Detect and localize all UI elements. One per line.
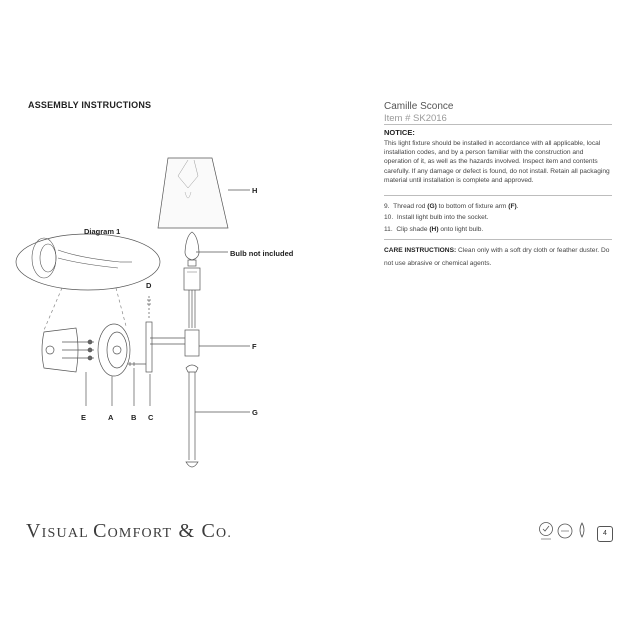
detail-callout-circle bbox=[16, 234, 160, 290]
junction-box-illustration bbox=[42, 328, 94, 372]
care-text: Clean only with a soft dry cloth or feather duster. Do not use abrasive or chemical agents. bbox=[384, 247, 610, 267]
care-label: CARE INSTRUCTIONS: bbox=[384, 247, 457, 254]
label-a: A bbox=[108, 413, 114, 422]
assembly-diagram bbox=[0, 140, 380, 480]
diagram-title: Diagram 1 bbox=[84, 227, 121, 236]
page-title: ASSEMBLY INSTRUCTIONS bbox=[28, 100, 152, 110]
dry-location-icon bbox=[558, 524, 572, 538]
item-number: Item # SK2016 bbox=[384, 113, 447, 124]
lamp-shade-illustration bbox=[158, 158, 228, 228]
backplate-illustration bbox=[98, 324, 130, 376]
label-c: C bbox=[148, 413, 154, 422]
product-name: Camille Sconce bbox=[384, 101, 454, 112]
label-g: G bbox=[252, 408, 258, 417]
step-item: 10. Install light bulb into the socket. bbox=[384, 214, 489, 222]
notice-title: NOTICE: bbox=[384, 128, 415, 137]
label-e: E bbox=[81, 413, 87, 422]
bulb-note: Bulb not included bbox=[230, 249, 294, 258]
divider bbox=[384, 124, 612, 125]
step-list bbox=[384, 201, 614, 235]
brand-logo: VISUAL COMFORT & CO. bbox=[26, 520, 233, 542]
step-item: 9. Thread rod (G) to bottom of fixture arm (F). bbox=[384, 203, 519, 210]
divider bbox=[384, 239, 612, 240]
etl-listed-icon bbox=[540, 523, 553, 540]
notice-body: This light fixture should be installed in accordance with all applicable, local installation codes, and by a person familiar with the construction and operation of it, as well as the hazards involved. Inspect item and contents carefully. If any damage or defect is found, do not install. Retain all packaging material until installation is complete and approved. bbox=[384, 140, 610, 184]
certification-icons bbox=[538, 518, 596, 544]
page-number: 4 bbox=[597, 526, 613, 542]
divider bbox=[384, 195, 612, 196]
step-item: 11. Clip shade (H) onto light bulb. bbox=[384, 225, 484, 233]
care-instructions bbox=[384, 245, 612, 270]
label-b: B bbox=[131, 413, 137, 422]
label-f: F bbox=[252, 342, 257, 351]
rod-illustration bbox=[186, 365, 198, 467]
bulb-illustration bbox=[185, 232, 199, 266]
bulb-type-icon bbox=[580, 523, 584, 537]
label-h: H bbox=[252, 186, 258, 195]
label-d: D bbox=[146, 281, 152, 290]
